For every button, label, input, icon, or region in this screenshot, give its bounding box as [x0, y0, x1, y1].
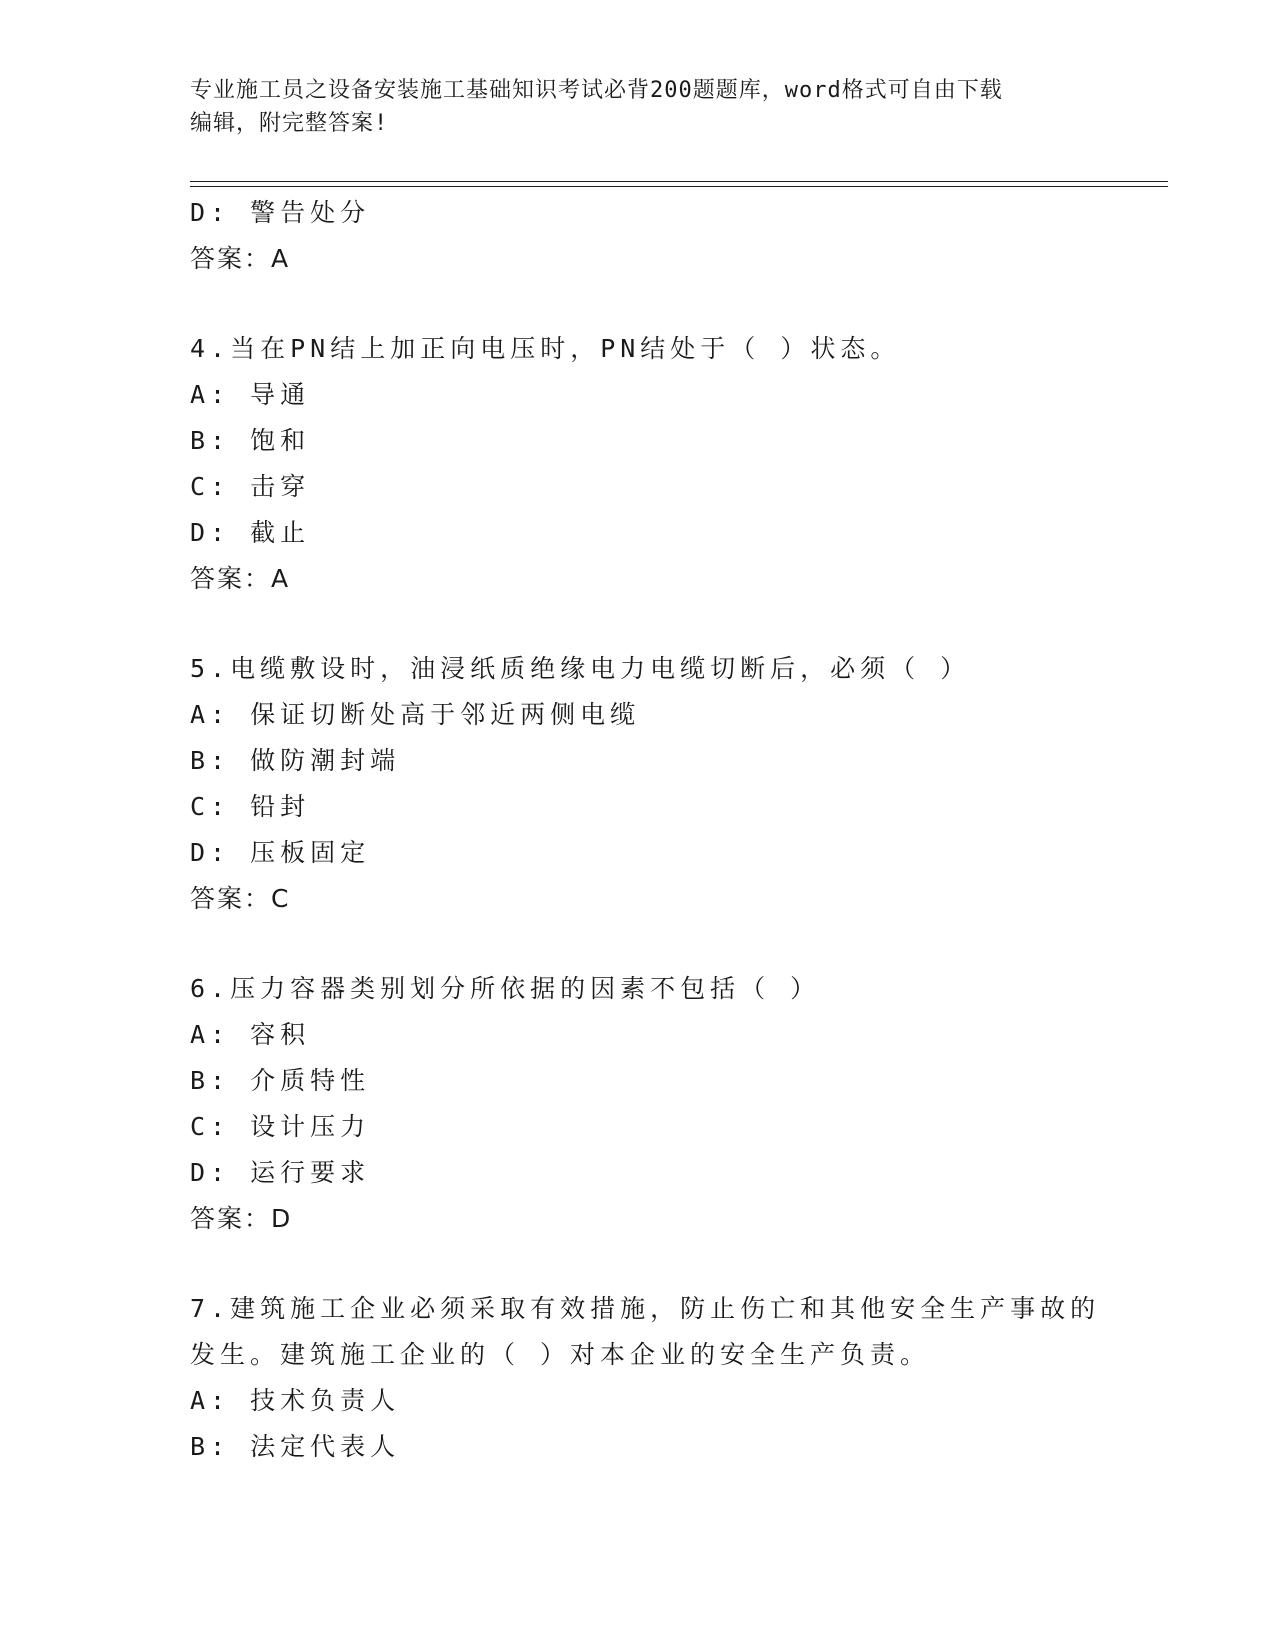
question-4: [190, 326, 1150, 602]
header-rule-top: [190, 181, 1168, 182]
prev-option-d: D: 警告处分: [190, 198, 371, 227]
question-7: [190, 1286, 1150, 1470]
document-header: [190, 74, 1090, 140]
question-6-option-a: A: 容积: [190, 1020, 311, 1049]
question-5: [190, 646, 1150, 922]
question-4-option-d: D: 截止: [190, 518, 311, 547]
question-7-stem-line-1: 7.建筑施工企业必须采取有效措施，防止伤亡和其他安全生产事故的: [190, 1294, 1101, 1323]
question-5-option-b: B: 做防潮封端: [190, 746, 401, 775]
question-7-option-b: B: 法定代表人: [190, 1432, 401, 1461]
question-6-option-c: C: 设计压力: [190, 1112, 371, 1141]
question-5-stem: 5.电缆敷设时，油浸纸质绝缘电力电缆切断后，必须（ ）: [190, 654, 971, 683]
question-6-answer: 答案：D: [190, 1204, 293, 1233]
question-7-option-a: A: 技术负责人: [190, 1386, 401, 1415]
spacer: [190, 282, 1150, 326]
question-4-answer: 答案：A: [190, 564, 291, 593]
spacer: [190, 1242, 1150, 1286]
header-line-1: 专业施工员之设备安装施工基础知识考试必背200题题库，word格式可自由下载: [190, 78, 1003, 103]
question-7-stem-line-2: 发生。建筑施工企业的（ ）对本企业的安全生产负责。: [190, 1340, 931, 1369]
question-list: [190, 190, 1150, 1470]
question-4-stem: 4.当在PN结上加正向电压时，PN结处于（ ）状态。: [190, 334, 901, 363]
question-5-answer: 答案：C: [190, 884, 291, 913]
question-4-option-c: C: 击穿: [190, 472, 311, 501]
question-6-option-b: B: 介质特性: [190, 1066, 371, 1095]
header-line-2: 编辑，附完整答案!: [190, 111, 389, 136]
question-6: [190, 966, 1150, 1242]
question-5-option-c: C: 铅封: [190, 792, 311, 821]
question-5-option-a: A: 保证切断处高于邻近两侧电缆: [190, 700, 641, 729]
question-5-option-d: D: 压板固定: [190, 838, 371, 867]
prev-answer: 答案：A: [190, 244, 291, 273]
header-rule-bottom: [190, 186, 1168, 187]
spacer: [190, 922, 1150, 966]
question-4-option-b: B: 饱和: [190, 426, 311, 455]
spacer: [190, 602, 1150, 646]
question-6-stem: 6.压力容器类别划分所依据的因素不包括（ ）: [190, 974, 821, 1003]
question-6-option-d: D: 运行要求: [190, 1158, 371, 1187]
question-4-option-a: A: 导通: [190, 380, 311, 409]
